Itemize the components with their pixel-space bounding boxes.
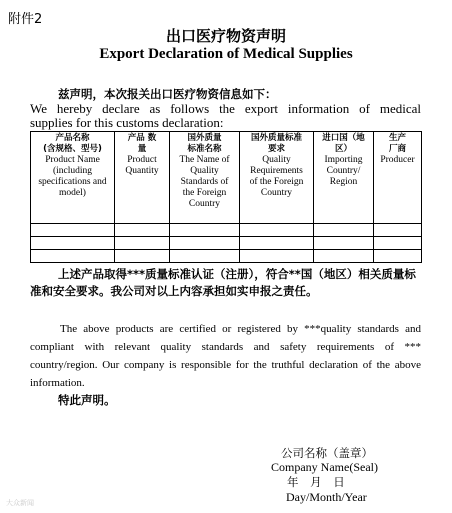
table-cell[interactable] [374,250,422,263]
intro-chinese: 兹声明，本次报关出口医疗物资信息如下： [58,87,277,101]
intro-english-line2: supplies for this customs declaration: [30,115,224,130]
special-declaration: 特此声明。 [58,393,116,407]
header-en: Product Quantity [125,155,159,176]
date-en: Day/Month/Year [286,490,367,504]
header-cn: 生产 厂商 [388,133,406,154]
company-name-en: Company Name(Seal) [271,460,378,474]
table-cell[interactable] [170,237,240,250]
header-producer [374,132,422,224]
company-name-cn: 公司名称（盖章） [281,446,373,460]
header-en: Quality Requirements of the Foreign Country [249,155,304,198]
table-header-row [31,132,422,224]
table-cell[interactable] [374,224,422,237]
header-cn: 产品名称 (含规格、型号) [43,133,102,154]
header-importing-country [314,132,374,224]
table-cell[interactable] [115,250,170,263]
table-cell[interactable] [240,224,314,237]
header-en: The Name of Quality Standards of the Foreign Country [179,155,230,209]
table-cell[interactable] [374,237,422,250]
statement-chinese [30,266,421,300]
table-cell[interactable] [240,237,314,250]
header-en: Importing Country/ Region [324,155,363,187]
attachment-label: 附件2 [8,12,43,27]
table-row [31,224,422,237]
table-cell[interactable] [115,224,170,237]
table-cell[interactable] [31,224,115,237]
table-cell[interactable] [31,250,115,263]
header-cn: 进口国（地 区） [322,133,365,154]
table-row [31,250,422,263]
header-cn: 产品 数 量 [127,133,157,154]
header-cn: 国外质量标准 要求 [250,133,302,154]
header-en: Producer [380,155,415,165]
table-cell[interactable] [170,224,240,237]
table-cell[interactable] [31,237,115,250]
table-cell[interactable] [170,250,240,263]
title-english: Export Declaration of Medical Supplies [99,46,353,62]
intro-english-line1: We hereby declare as follows the export information of medical [30,101,421,116]
table-cell[interactable] [240,250,314,263]
title-chinese: 出口医疗物资声明 [165,27,286,45]
date-cn: 年 月 日 [287,475,345,489]
watermark: 大众新闻 [6,499,34,507]
table-row [31,237,422,250]
statement-english: The above products are certified or registered by ***quality standards and compliant with relevant quality standards and safety requirements of *** country/region. Our company is responsible for the truthful declaration of the above information. [30,323,421,389]
header-product-name [31,132,115,224]
header-quality-requirements [240,132,314,224]
table-cell[interactable] [314,250,374,263]
declaration-table [30,131,422,263]
table-cell[interactable] [115,237,170,250]
header-quality-standard-name [170,132,240,224]
header-product-quantity [115,132,170,224]
header-cn: 国外质量 标准名称 [187,133,222,154]
table-cell[interactable] [314,237,374,250]
table-cell[interactable] [314,224,374,237]
statement-chinese-text: 上述产品取得***质量标准认证（注册），符合**国（地区）相关质量标准和安全要求。我公司对以上内容承担如实申报之责任。 [30,267,416,298]
header-en: Product Name (including specifications and model) [38,155,107,198]
